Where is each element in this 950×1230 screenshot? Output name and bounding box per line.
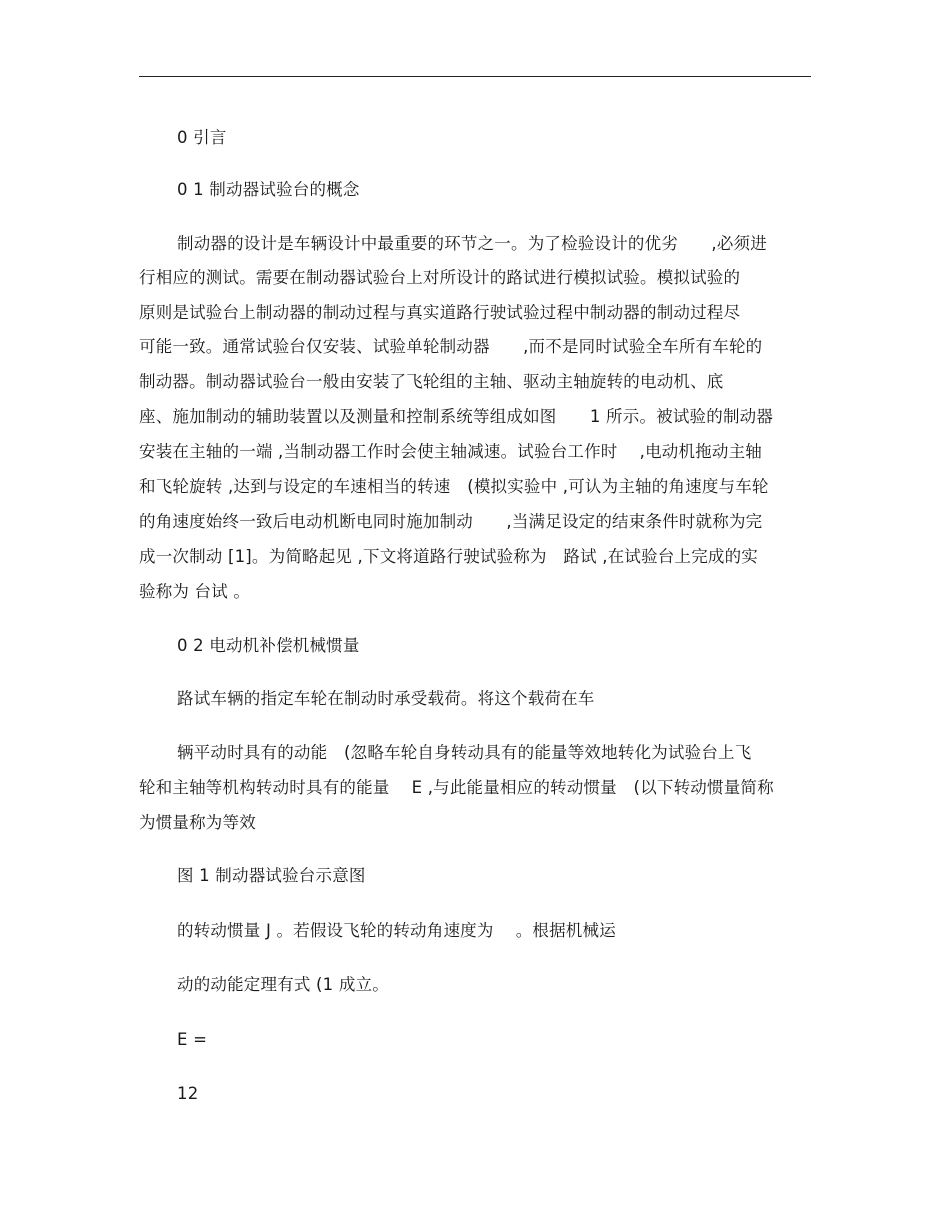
paragraph-1-line-4: 可能一致。通常试验台仅安装、试验单轮制动器 ,而不是同时试验全车所有车轮的 xyxy=(139,337,763,356)
paragraph-1-line-9: 的角速度始终一致后电动机断电同时施加制动 ,当满足设定的结束条件时就称为完 xyxy=(139,512,763,531)
paragraph-1-line-8: 和飞轮旋转 ,达到与设定的车速相当的转速 (模拟实验中 ,可认为主轴的角速度与车轮 xyxy=(139,477,769,496)
paragraph-3-line-3: 为惯量称为等效 xyxy=(139,813,256,832)
equation-lhs: E = xyxy=(177,1030,208,1049)
equation-fraction: 12 xyxy=(177,1084,199,1103)
subsection-heading-2: 0 2 电动机补偿机械惯量 xyxy=(177,636,360,655)
subsection-heading-1: 0 1 制动器试验台的概念 xyxy=(177,180,360,199)
section-heading: 0 引言 xyxy=(177,128,227,147)
paragraph-1-line-5: 制动器。制动器试验台一般由安装了飞轮组的主轴、驱动主轴旋转的电动机、底 xyxy=(139,372,724,391)
header-rule xyxy=(139,76,811,77)
paragraph-1-line-11: 验称为 台试 。 xyxy=(139,582,251,601)
paragraph-1-line-3: 原则是试验台上制动器的制动过程与真实道路行驶试验过程中制动器的制动过程尽 xyxy=(139,303,741,322)
paragraph-3-line-1: 辆平动时具有的动能 (忽略车轮自身转动具有的能量等效地转化为试验台上飞 xyxy=(177,743,752,762)
paragraph-4: 的转动惯量 J 。若假设飞轮的转动角速度为 。根据机械运 xyxy=(177,921,616,940)
paragraph-3-line-2: 轮和主轴等机构转动时具有的能量 E ,与此能量相应的转动惯量 (以下转动惯量简称 xyxy=(139,778,774,797)
paragraph-1-line-10: 成一次制动 [1]。为简略起见 ,下文将道路行驶试验称为 路试 ,在试验台上完成的实 xyxy=(139,547,758,566)
figure-caption: 图 1 制动器试验台示意图 xyxy=(177,866,366,885)
paragraph-1-line-2: 行相应的测试。需要在制动器试验台上对所设计的路试进行模拟试验。模拟试验的 xyxy=(139,268,741,287)
paragraph-2: 路试车辆的指定车轮在制动时承受载荷。将这个载荷在车 xyxy=(177,689,595,708)
paragraph-1-line-6: 座、施加制动的辅助装置以及测量和控制系统等组成如图 1 所示。被试验的制动器 xyxy=(139,407,774,426)
paragraph-1-line-1: 制动器的设计是车辆设计中最重要的环节之一。为了检验设计的优劣 ,必须进 xyxy=(177,234,767,253)
paragraph-5: 动的动能定理有式 (1 成立。 xyxy=(177,975,389,994)
paragraph-1-line-7: 安装在主轴的一端 ,当制动器工作时会使主轴减速。试验台工作时 ,电动机拖动主轴 xyxy=(139,442,762,461)
